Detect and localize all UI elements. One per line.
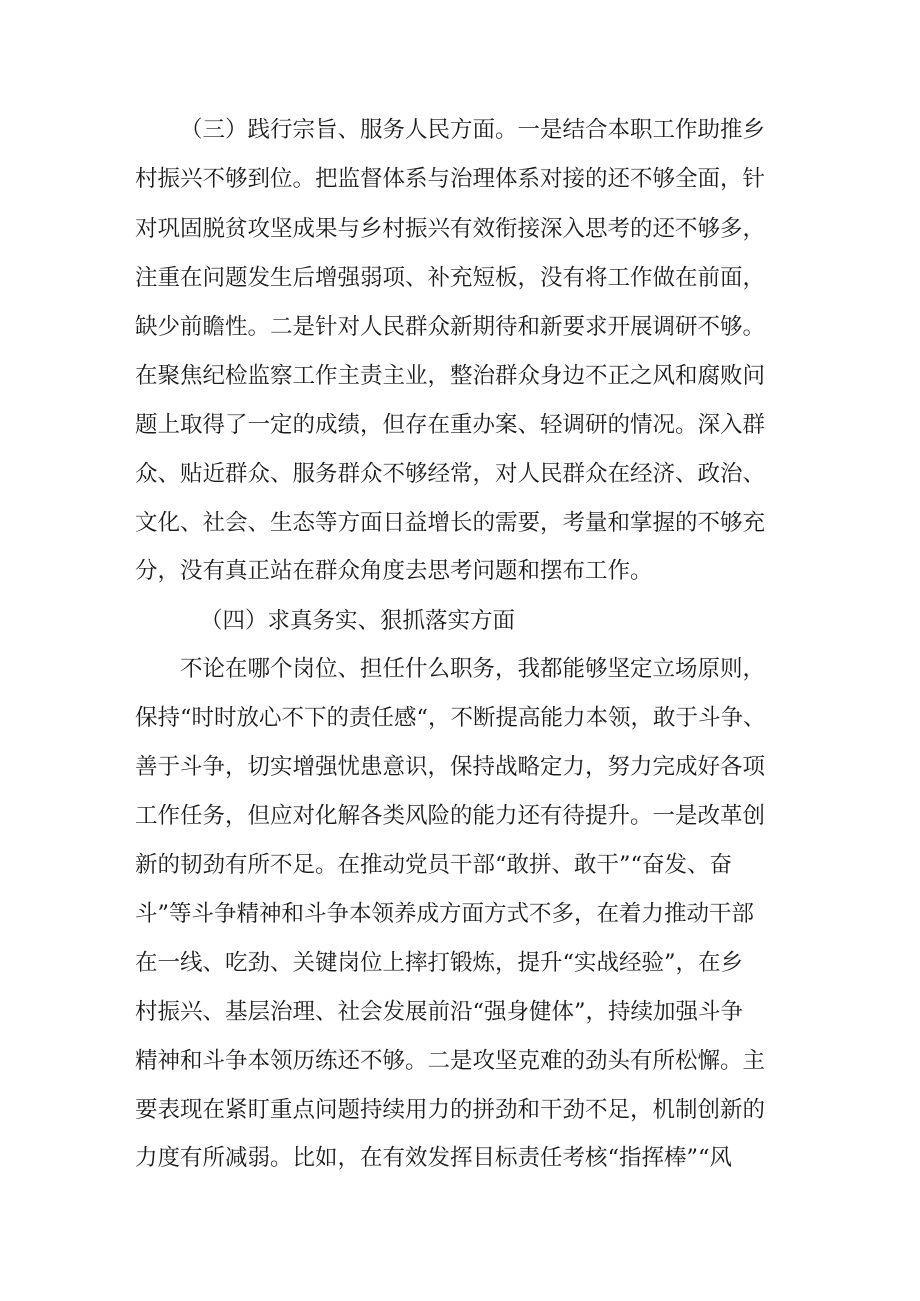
paragraph-3-line-6: 在聚焦纪检监察工作主责主业，整治群众身边不正之风和腐败问 xyxy=(135,363,766,389)
paragraph-4-line-10: 要表现在紧盯重点问题持续用力的拼劲和干劲不足，机制创新的 xyxy=(135,1097,766,1123)
paragraph-3-line-8: 众、贴近群众、服务群众不够经常，对人民群众在经济、政治、 xyxy=(135,461,766,487)
paragraph-4-line-3: 善于斗争，切实增强忧患意识，保持战略定力，努力完成好各项 xyxy=(135,754,766,780)
paragraph-3-line-3: 对巩固脱贫攻坚成果与乡村振兴有效衔接深入思考的还不够多， xyxy=(135,216,766,242)
paragraph-3-line-5: 缺少前瞻性。二是针对人民群众新期待和新要求开展调研不够。 xyxy=(135,314,766,340)
paragraph-3-line-7: 题上取得了一定的成绩，但存在重办案、轻调研的情况。深入群 xyxy=(135,412,766,438)
paragraph-3-line-4: 注重在问题发生后增强弱项、补充短板，没有将工作做在前面， xyxy=(135,265,766,291)
paragraph-3-line-1: （三）践行宗旨、服务人民方面。一是结合本职工作助推乡 xyxy=(180,117,766,143)
paragraph-3-line-9: 文化、社会、生态等方面日益增长的需要，考量和掌握的不够充 xyxy=(135,510,766,536)
paragraph-4-line-9: 精神和斗争本领历练还不够。二是攻坚克难的劲头有所松懈。主 xyxy=(135,1048,766,1074)
paragraph-3-line-10: 分，没有真正站在群众角度去思考问题和摆布工作。 xyxy=(135,558,653,584)
section-4-heading: （四）求真务实、狠抓落实方面 xyxy=(200,608,516,634)
paragraph-3-line-2: 村振兴不够到位。把监督体系与治理体系对接的还不够全面，针 xyxy=(135,166,766,192)
paragraph-4-line-7: 在一线、吃劲、关键岗位上摔打锻炼，提升“实战经验”，在乡 xyxy=(135,950,744,976)
paragraph-4-line-11: 力度有所减弱。比如，在有效发挥目标责任考核“指挥棒”“风 xyxy=(135,1145,733,1171)
paragraph-4-line-8: 村振兴、基层治理、社会发展前沿“强身健体”，持续加强斗争 xyxy=(135,999,744,1025)
paragraph-4-line-4: 工作任务，但应对化解各类风险的能力还有待提升。一是改革创 xyxy=(135,803,766,829)
paragraph-4-line-1: 不论在哪个岗位、担任什么职务，我都能够坚定立场原则， xyxy=(180,656,766,682)
paragraph-4-line-5: 新的韧劲有所不足。在推动党员干部“敢拼、敢干”“奋发、奋 xyxy=(135,852,733,878)
paragraph-4-line-2: 保持“时时放心不下的责任感“，不断提高能力本领，敢于斗争、 xyxy=(135,705,766,731)
paragraph-4-line-6: 斗”等斗争精神和斗争本领养成方面方式不多，在着力推动干部 xyxy=(135,901,755,927)
